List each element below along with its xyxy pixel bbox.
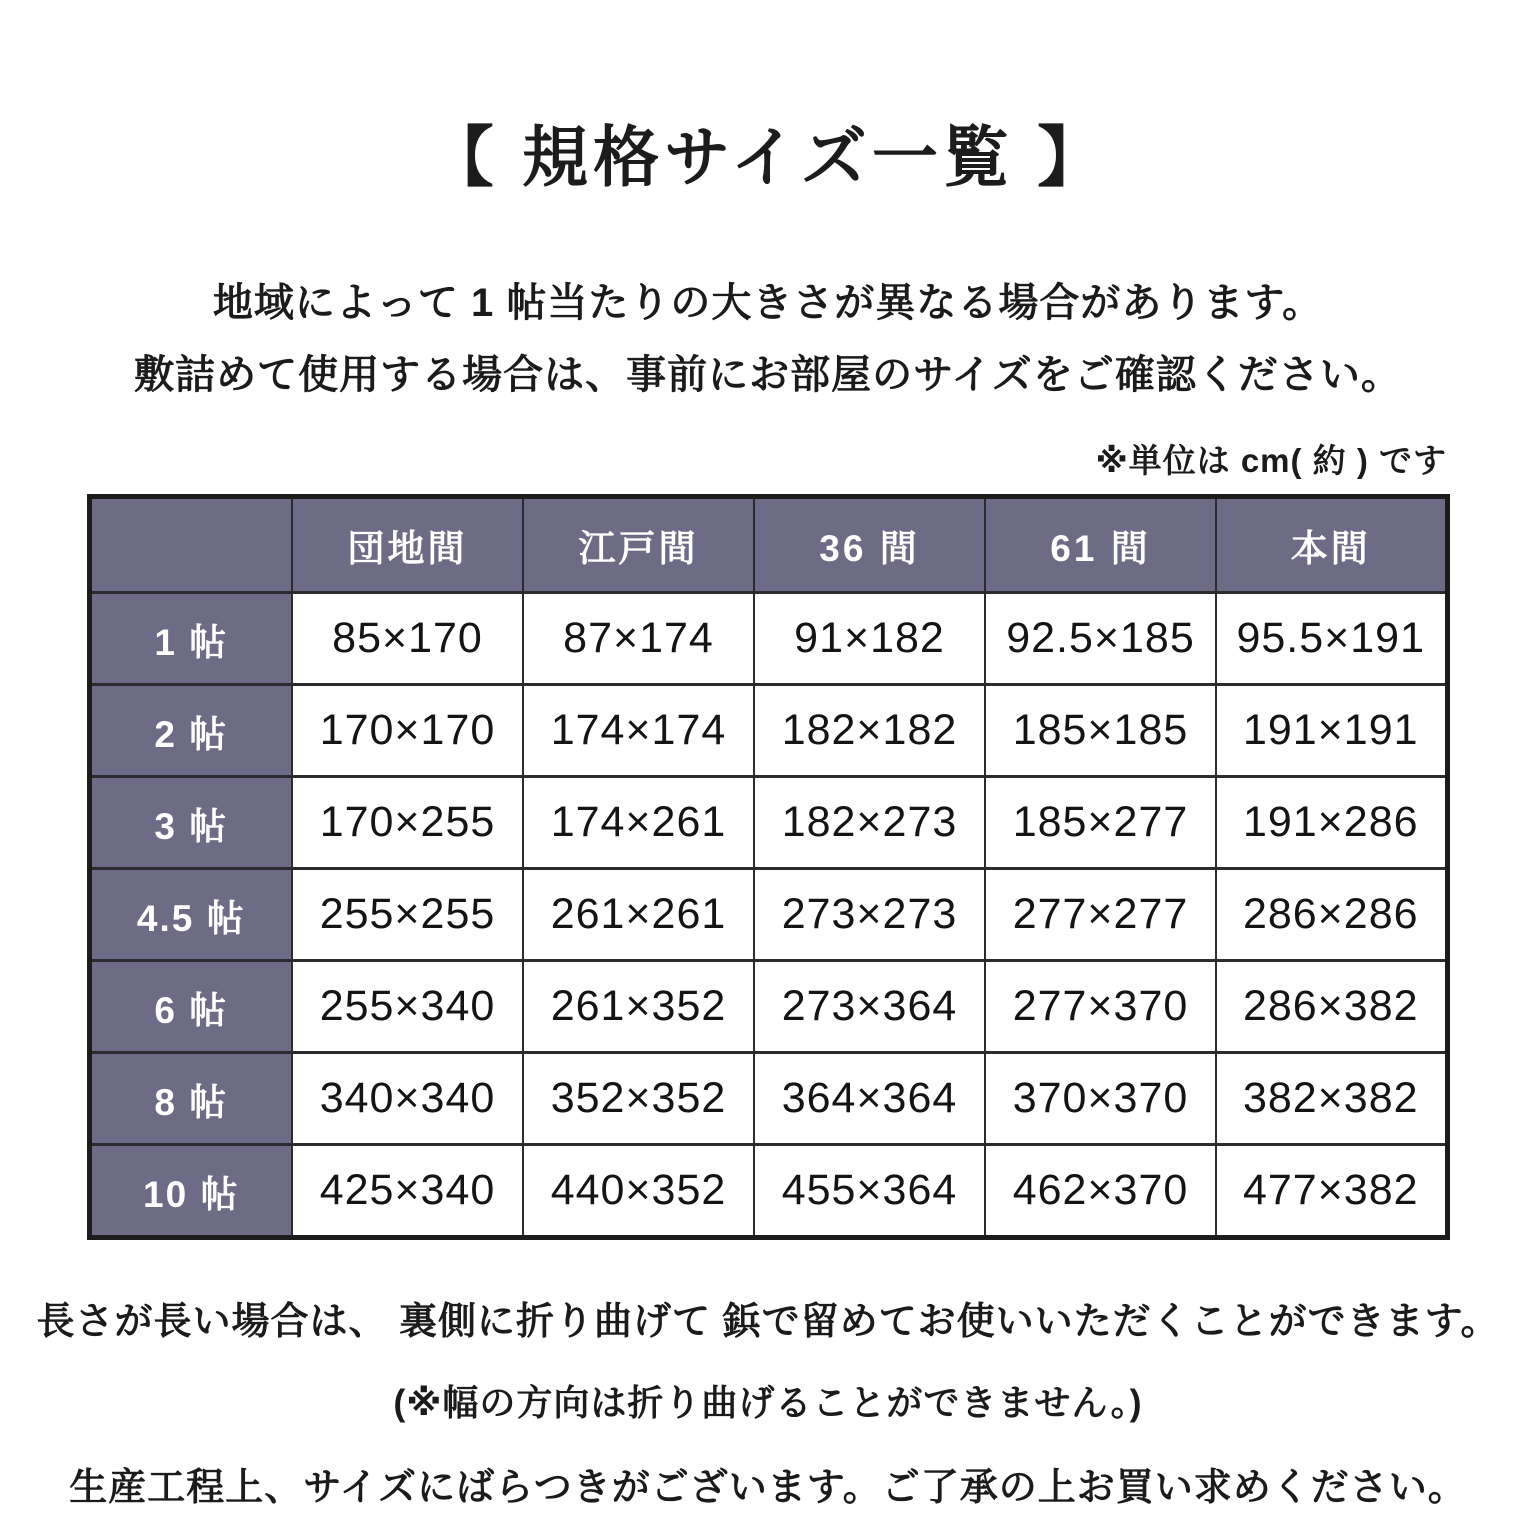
size-cell: 170×170: [292, 685, 523, 777]
column-header: 江戸間: [523, 497, 754, 593]
table-row: [89, 961, 1447, 1053]
footer-block: [0, 1290, 1536, 1511]
row-label: 6 帖: [89, 961, 292, 1053]
size-cell: 182×273: [754, 777, 985, 869]
size-cell: 95.5×191: [1216, 593, 1447, 685]
footer-line-3: 生産工程上、サイズにばらつきがございます。ご了承の上お買い求めください。: [69, 1467, 1467, 1509]
size-cell: 85×170: [292, 593, 523, 685]
size-cell: 92.5×185: [985, 593, 1216, 685]
size-cell: 455×364: [754, 1145, 985, 1238]
size-cell: 170×255: [292, 777, 523, 869]
corner-cell: [89, 497, 292, 593]
table-row: [89, 1145, 1447, 1238]
size-cell: 277×277: [985, 869, 1216, 961]
size-cell: 340×340: [292, 1053, 523, 1145]
size-cell: 462×370: [985, 1145, 1216, 1238]
size-cell: 174×261: [523, 777, 754, 869]
size-cell: 286×382: [1216, 961, 1447, 1053]
size-cell: 261×261: [523, 869, 754, 961]
row-label: 1 帖: [89, 593, 292, 685]
row-label: 8 帖: [89, 1053, 292, 1145]
size-cell: 261×352: [523, 961, 754, 1053]
size-cell: 277×370: [985, 961, 1216, 1053]
row-label: 4.5 帖: [89, 869, 292, 961]
size-cell: 174×174: [523, 685, 754, 777]
size-cell: 370×370: [985, 1053, 1216, 1145]
size-cell: 91×182: [754, 593, 985, 685]
size-table-header: [89, 497, 1447, 593]
size-cell: 185×277: [985, 777, 1216, 869]
size-cell: 364×364: [754, 1053, 985, 1145]
size-cell: 273×364: [754, 961, 985, 1053]
size-cell: 185×185: [985, 685, 1216, 777]
size-cell: 425×340: [292, 1145, 523, 1238]
description-block: [0, 283, 1536, 395]
size-cell: 382×382: [1216, 1053, 1447, 1145]
size-cell: 191×191: [1216, 685, 1447, 777]
size-cell: 477×382: [1216, 1145, 1447, 1238]
page-title: 【 規格サイズ一覧 】: [427, 120, 1109, 194]
footer-line-2: (※幅の方向は折り曲げることができません。): [393, 1382, 1143, 1423]
size-cell: 255×340: [292, 961, 523, 1053]
row-label: 10 帖: [89, 1145, 292, 1238]
column-header: 本間: [1216, 497, 1447, 593]
size-cell: 440×352: [523, 1145, 754, 1238]
column-header: 団地間: [292, 497, 523, 593]
size-cell: 352×352: [523, 1053, 754, 1145]
size-cell: 286×286: [1216, 869, 1447, 961]
size-cell: 87×174: [523, 593, 754, 685]
row-label: 3 帖: [89, 777, 292, 869]
table-row: [89, 869, 1447, 961]
size-table: [87, 494, 1450, 1240]
table-row: [89, 593, 1447, 685]
size-cell: 191×286: [1216, 777, 1447, 869]
row-label: 2 帖: [89, 685, 292, 777]
table-row: [89, 777, 1447, 869]
size-cell: 182×182: [754, 685, 985, 777]
table-row: [89, 685, 1447, 777]
size-table-body: [89, 593, 1447, 1238]
size-cell: 273×273: [754, 869, 985, 961]
size-cell: 255×255: [292, 869, 523, 961]
header-row: [89, 497, 1447, 593]
table-row: [89, 1053, 1447, 1145]
description-line-1: 地域によって 1 帖当たりの大きさが異なる場合があります。: [212, 281, 1324, 325]
unit-note: ※単位は cm( 約 ) です: [1095, 442, 1447, 479]
footer-line-1: 長さが長い場合は、 裏側に折り曲げて 鋲で留めてお使いいただくことができます。: [36, 1301, 1500, 1343]
column-header: 61 間: [985, 497, 1216, 593]
column-header: 36 間: [754, 497, 985, 593]
description-line-2: 敷詰めて使用する場合は、事前にお部屋のサイズをご確認ください。: [134, 353, 1402, 397]
